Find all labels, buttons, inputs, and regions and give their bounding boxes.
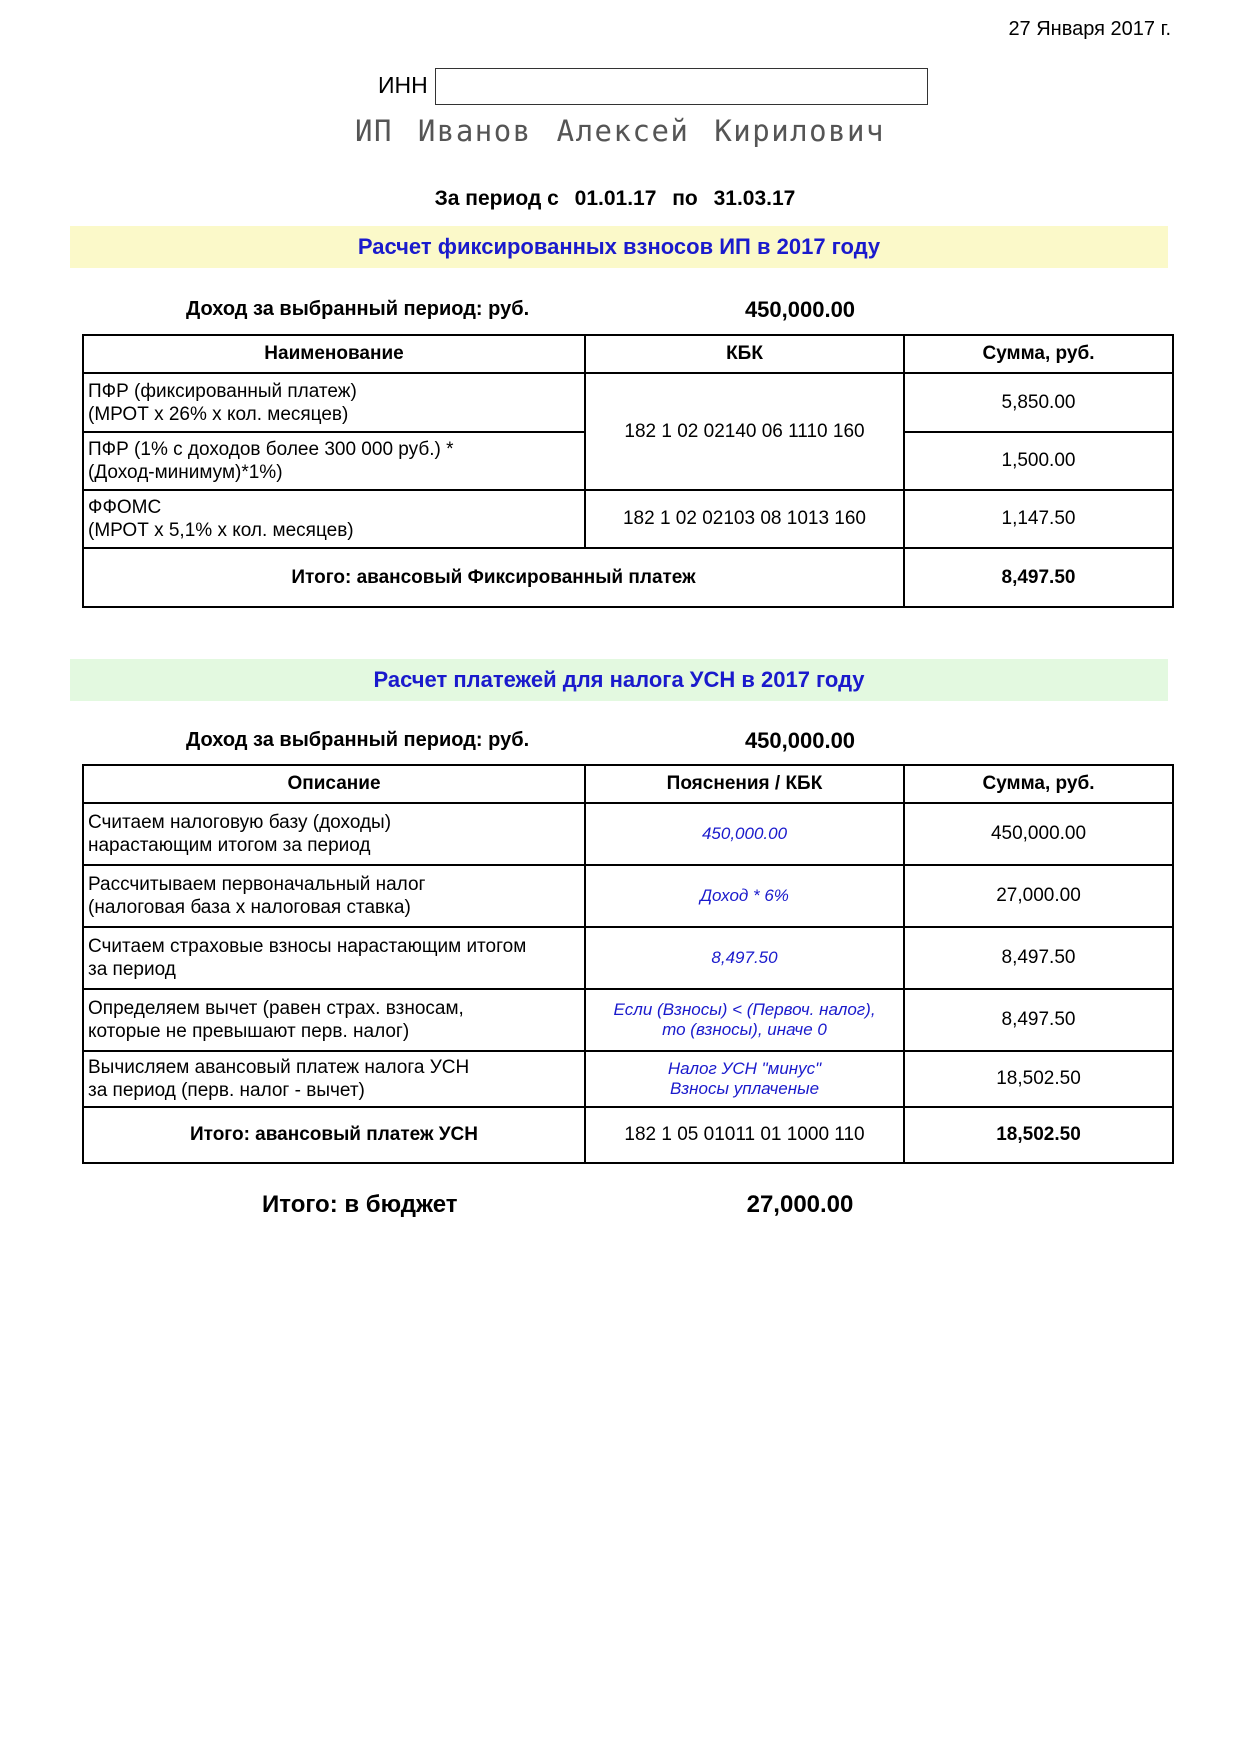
- row-name: ПФР (1% с доходов более 300 000 руб.) * (Доход-минимум)*1%): [83, 432, 585, 490]
- total-row: [83, 548, 1173, 607]
- section1-title: Расчет фиксированных взносов ИП в 2017 году: [70, 226, 1168, 268]
- total-label: Итого: авансовый Фиксированный платеж: [83, 548, 904, 607]
- kbk-pfr: 182 1 02 02140 06 1110 160: [585, 373, 904, 490]
- column-header: Сумма, руб.: [904, 765, 1173, 803]
- section1-income-value: 450,000.00: [744, 297, 856, 322]
- period-to: 31.03.17: [713, 187, 796, 210]
- row-note: Налог УСН "минус" Взносы уплаченые: [585, 1051, 904, 1107]
- row-note: 8,497.50: [585, 927, 904, 989]
- column-header: Сумма, руб.: [904, 335, 1173, 373]
- section2-income-label: Доход за выбранный период: руб.: [186, 729, 530, 751]
- row-note: Доход * 6%: [585, 865, 904, 927]
- row-description: Считаем налоговую базу (доходы) нарастающим итогом за период: [83, 803, 585, 865]
- column-header: Пояснения / КБК: [585, 765, 904, 803]
- row-description: Считаем страховые взносы нарастающим итогом за период: [83, 927, 585, 989]
- column-header: КБК: [585, 335, 904, 373]
- section2-income-value: 450,000.00: [744, 728, 856, 753]
- period-prefix: За период с: [434, 187, 559, 210]
- inn-field[interactable]: [435, 68, 928, 105]
- column-header: Наименование: [83, 335, 585, 373]
- section1-income-label: Доход за выбранный период: руб.: [186, 298, 530, 320]
- owner-name: ИП Иванов Алексей Кирилович: [355, 114, 885, 148]
- row-sum: 8,497.50: [904, 989, 1173, 1051]
- period-line: [0, 187, 1240, 211]
- row-sum: 27,000.00: [904, 865, 1173, 927]
- column-header: Описание: [83, 765, 585, 803]
- table-row: [83, 490, 1173, 548]
- row-sum: 1,147.50: [904, 490, 1173, 548]
- row-note: 450,000.00: [585, 803, 904, 865]
- row-sum: 5,850.00: [904, 373, 1173, 432]
- budget-total-value: 27,000.00: [746, 1191, 854, 1218]
- inn-label: ИНН: [378, 72, 428, 98]
- table-row: [83, 865, 1173, 927]
- total-row: [83, 1107, 1173, 1163]
- row-description: Определяем вычет (равен страх. взносам, которые не превышают перв. налог): [83, 989, 585, 1051]
- period-mid: по: [672, 187, 698, 210]
- row-name: ФФОМС (МРОТ х 5,1% х кол. месяцев): [83, 490, 585, 548]
- table-row: [83, 373, 1173, 432]
- table-row: [83, 803, 1173, 865]
- total-value: 8,497.50: [904, 548, 1173, 607]
- table-row: [83, 989, 1173, 1051]
- total-label: Итого: авансовый платеж УСН: [83, 1107, 585, 1163]
- kbk-ffoms: 182 1 02 02103 08 1013 160: [585, 490, 904, 548]
- fixed-contributions-table: [82, 334, 1174, 608]
- row-sum: 450,000.00: [904, 803, 1173, 865]
- row-description: Вычисляем авансовый платеж налога УСН за период (перв. налог - вычет): [83, 1051, 585, 1107]
- budget-total-label: Итого: в бюджет: [262, 1191, 458, 1218]
- document-date: 27 Января 2017 г.: [1008, 18, 1171, 40]
- section2-title: Расчет платежей для налога УСН в 2017 году: [70, 659, 1168, 701]
- table-header-row: [83, 765, 1173, 803]
- row-name: ПФР (фиксированный платеж) (МРОТ х 26% х кол. месяцев): [83, 373, 585, 432]
- row-sum: 18,502.50: [904, 1051, 1173, 1107]
- total-kbk: 182 1 05 01011 01 1000 110: [585, 1107, 904, 1163]
- table-header-row: [83, 335, 1173, 373]
- table-row: [83, 1051, 1173, 1107]
- row-description: Рассчитываем первоначальный налог (налоговая база х налоговая ставка): [83, 865, 585, 927]
- total-value: 18,502.50: [904, 1107, 1173, 1163]
- usn-payments-table: [82, 764, 1174, 1164]
- row-sum: 8,497.50: [904, 927, 1173, 989]
- row-note: Если (Взносы) < (Первоч. налог), то (взносы), иначе 0: [585, 989, 904, 1051]
- row-sum: 1,500.00: [904, 432, 1173, 490]
- table-row: [83, 927, 1173, 989]
- period-from: 01.01.17: [574, 187, 657, 210]
